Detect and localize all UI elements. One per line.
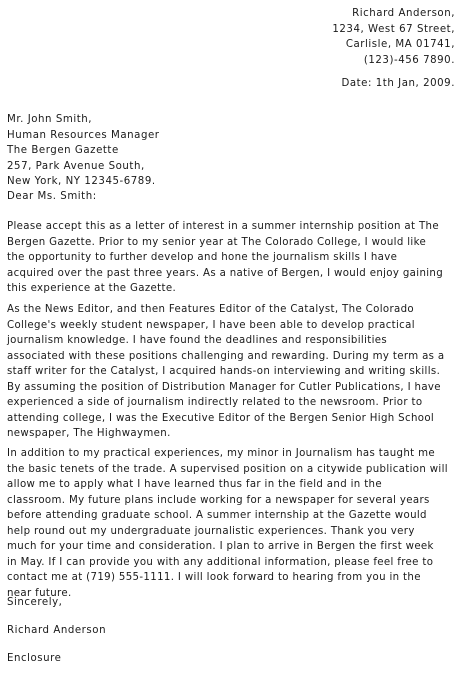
paragraph-line: associated with these positions challenging and rewarding. During my term as a bbox=[7, 350, 445, 362]
paragraph-line: journalism knowledge. I have found the deadlines and responsibilities bbox=[7, 335, 388, 346]
paragraph-line: By assuming the position of Distribution Manager for Cutler Publications, I have bbox=[7, 381, 441, 393]
paragraph-line: the basic tenets of the trade. A supervised position on a citywide publication will bbox=[7, 463, 448, 475]
sender-phone: (123)-456 7890. bbox=[363, 54, 455, 66]
body-paragraph-2 bbox=[7, 302, 459, 442]
paragraph-line: acquired over the past three years. As a native of Bergen, I would enjoy gaining bbox=[7, 267, 444, 279]
salutation: Dear Ms. Smith: bbox=[7, 191, 97, 202]
paragraph-line: In addition to my practical experiences, my minor in Journalism has taught me bbox=[7, 448, 435, 459]
recipient-name: Mr. John Smith, bbox=[7, 114, 93, 125]
paragraph-line: before attending graduate school. A summer internship at the Gazette would bbox=[7, 510, 427, 521]
recipient-title: Human Resources Manager bbox=[7, 129, 160, 141]
paragraph-line: classroom. My future plans include working for a newspaper for several years bbox=[7, 494, 430, 506]
paragraph-line: College's weekly student newspaper, I have been able to develop practical bbox=[7, 319, 415, 331]
paragraph-line: much for your time and consideration. I plan to arrive in Bergen the first week bbox=[7, 541, 434, 552]
paragraph-line: near future. bbox=[7, 587, 72, 599]
sender-address-block bbox=[332, 6, 455, 68]
paragraph-line: experienced a side of journalism indirectly related to the newsroom. Prior to bbox=[7, 397, 423, 408]
sender-name: Richard Anderson, bbox=[352, 8, 455, 19]
paragraph-line: help round out my undergraduate journalistic experiences. Thank you very bbox=[7, 525, 415, 537]
sender-street: 1234, West 67 Street, bbox=[332, 23, 455, 35]
closing: Sincerely, bbox=[7, 597, 63, 608]
body-paragraph-1 bbox=[7, 219, 459, 297]
signer-name: Richard Anderson bbox=[7, 625, 107, 636]
paragraph-line: Bergen Gazette. Prior to my senior year at The Colorado College, I would like bbox=[7, 236, 427, 248]
paragraph-line: Please accept this as a letter of interest in a summer internship position at The bbox=[7, 221, 439, 232]
paragraph-line: contact me at (719) 555-1111. I will look forward to hearing from you in the bbox=[7, 572, 421, 583]
recipient-street: 257, Park Avenue South, bbox=[7, 160, 145, 172]
recipient-company: The Bergen Gazette bbox=[7, 145, 119, 156]
sender-city: Carlisle, MA 01741, bbox=[345, 39, 455, 50]
paragraph-line: attending college, I was the Executive Editor of the Bergen Senior High School bbox=[7, 412, 435, 424]
recipient-address-block bbox=[7, 112, 160, 190]
paragraph-line: this experience at the Gazette. bbox=[7, 283, 177, 294]
paragraph-line: As the News Editor, and then Features Editor of the Catalyst, The Colorado bbox=[7, 304, 414, 315]
letter-date: Date: 1th Jan, 2009. bbox=[341, 78, 455, 89]
paragraph-line: the opportunity to further develop and hone the journalism skills I have bbox=[7, 252, 398, 263]
paragraph-line: in May. If I can provide you with any additional information, please feel free to bbox=[7, 556, 434, 568]
paragraph-line: allow me to apply what I have learned thus far in the field and in the bbox=[7, 479, 382, 490]
paragraph-line: newspaper, The Highwaymen. bbox=[7, 428, 171, 439]
body-paragraph-3 bbox=[7, 446, 459, 601]
recipient-city: New York, NY 12345-6789. bbox=[7, 176, 156, 187]
paragraph-line: staff writer for the Catalyst, I acquired hands-on interviewing and writing skills. bbox=[7, 366, 441, 377]
enclosure-note: Enclosure bbox=[7, 653, 62, 664]
